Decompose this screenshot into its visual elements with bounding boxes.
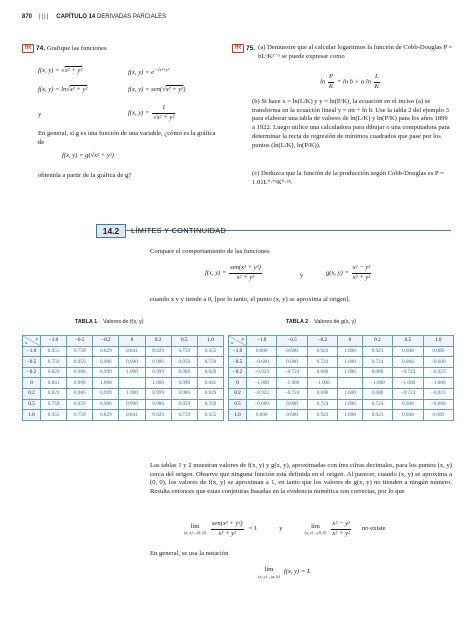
table1-cell: 0.959: [67, 357, 93, 368]
lim2-word: lím: [311, 522, 320, 530]
table2-cell: [338, 378, 363, 389]
page-number: 870: [22, 14, 33, 20]
table1-label: TABLA 1: [75, 319, 98, 325]
table2-col-header: 0.5: [393, 336, 423, 347]
notation-text: En general, se usa la notación: [150, 550, 229, 557]
table2-cell: 0.000: [307, 388, 337, 399]
table1-cell: 0.455: [41, 410, 67, 421]
table1-caption: [75, 319, 144, 326]
table1-row-header: 1.0: [23, 410, 41, 421]
table2-cell: 0.000: [247, 410, 277, 421]
calculator-icon: fR: [232, 44, 244, 53]
table2-row-header: −0.2: [229, 367, 247, 378]
table2-row: [229, 378, 454, 389]
table2-cell: −0.600: [423, 357, 453, 368]
ex74-closing: obtenida a partir de la gráfica de g?: [38, 172, 132, 179]
table2-row-header: −1.0: [229, 346, 247, 357]
table2-cell: 1.000: [338, 367, 363, 378]
table2-cell: 0.724: [362, 399, 392, 410]
table1-cell: 1.000: [119, 367, 145, 378]
table1-cell: 0.986: [171, 367, 197, 378]
table1-cell: 0.986: [93, 399, 119, 410]
table1-col-header: 0: [119, 336, 145, 347]
ex74-f6: f(x, y) = g(√x² + y²): [62, 152, 114, 159]
table1-cell: 0.829: [41, 367, 67, 378]
table1-row: [23, 378, 224, 389]
table1-cell: 0.986: [171, 388, 197, 399]
limit-notation: [258, 566, 311, 579]
table2-cell: −0.600: [423, 399, 453, 410]
table2-cell: −1.000: [307, 378, 337, 389]
table2-cell: 0.923: [307, 346, 337, 357]
table1-cell: 0.986: [93, 357, 119, 368]
table2-cell: −0.923: [423, 388, 453, 399]
table1-cell: 0.759: [197, 399, 223, 410]
table2-cell: 0.600: [393, 410, 423, 421]
table2-row: [229, 388, 454, 399]
table1-col-header: −1.0: [41, 336, 67, 347]
table1-cell: 0.986: [67, 367, 93, 378]
table1-corner: [23, 336, 41, 347]
table1-corner-x: x: [25, 339, 28, 345]
ex74-f3: f(x, y) = ln√x² + y²: [38, 86, 88, 93]
table2-cell: 1.000: [338, 388, 363, 399]
lim2-sub: (x, y)→(0, 0): [304, 530, 327, 536]
table2-cell: 1.000: [338, 410, 363, 421]
table1-cell: 0.959: [67, 399, 93, 410]
table1-cell: [119, 378, 145, 389]
limits-row: [184, 520, 386, 538]
lim1-den: x² + y²: [218, 529, 236, 537]
ex74-y-word: y: [38, 111, 42, 118]
table1-cell: 0.986: [145, 357, 171, 368]
table2-cell: 0.600: [393, 346, 423, 357]
ex74-f5-den: √x² + y²: [153, 113, 175, 121]
table1-row-header: 0: [23, 378, 41, 389]
table2-cell: 0.000: [307, 367, 337, 378]
table1-cell: 0.959: [171, 399, 197, 410]
ex75-a-equation: ln $\frac{P}{K}$ = ln b + α ln $\frac{L}{K}$: [320, 73, 380, 90]
table1-cell: 0.999: [93, 367, 119, 378]
ex74-f1: f(x, y) = √x² + y²: [38, 67, 83, 74]
table1-row-header: −0.5: [23, 357, 41, 368]
ex75-b-text: (b) Si hace x = ln(L/K) y y = ln(P/K), la ecuación en el inciso (a) se transforma en la ecuación lineal y = αx + ln b. Use la tabla 2 del ejemplo 3 para elaborar una tabla de valores de ln(L/K) y ln(P/K) para los años 1899 a 1922. Luego utilice una calculadora para dibujar o una computadora para determinar la recta de regresión de mínimos cuadrados que pase por los puntos (ln(L/K), ln(P/K)).: [252, 98, 450, 149]
table2-cell: 0.000: [393, 357, 423, 368]
ex75-c-text: (c) Deduzca que la función de la producción según Cobb-Douglas es P = 1.01L⁰·⁷⁵K⁰·²⁵.: [252, 170, 444, 186]
table1-row-header: 0.2: [23, 388, 41, 399]
table1-cell: 0.759: [67, 346, 93, 357]
exercise-74-intro: Grafique las funciones: [46, 45, 107, 53]
table2-row-header: 1.0: [229, 410, 247, 421]
table2-cell: 0.000: [247, 346, 277, 357]
exercise-74: [22, 44, 222, 54]
table1-corner-y: y: [35, 336, 38, 341]
table2-cell: 1.000: [338, 399, 363, 410]
table2-cell: 0.600: [277, 346, 307, 357]
table1-col-header: −0.2: [93, 336, 119, 347]
table1-cell: 0.990: [67, 378, 93, 389]
table1-row: [23, 388, 224, 399]
page-header: [22, 14, 166, 22]
table1-cell: 0.759: [171, 410, 197, 421]
table1-cell: 0.841: [119, 410, 145, 421]
table2-title: Valores de g(x, y): [314, 319, 357, 325]
table1-cell: 0.990: [171, 378, 197, 389]
table2-col-header: 0: [338, 336, 363, 347]
table2-cell: −0.600: [247, 399, 277, 410]
table1-cell: 1.000: [119, 388, 145, 399]
table2-cell: 0.923: [307, 410, 337, 421]
table2-cell: 0.000: [423, 410, 453, 421]
table1-cell: 1.000: [93, 378, 119, 389]
table1-col-header: 0.2: [145, 336, 171, 347]
table2-row-header: 0.2: [229, 388, 247, 399]
table1-cell: 0.986: [145, 399, 171, 410]
table2-cell: 0.000: [362, 367, 392, 378]
table1-cell: 0.999: [145, 388, 171, 399]
table2-cell: 0.724: [307, 399, 337, 410]
table1-row: [23, 367, 224, 378]
lim1-word: lím: [190, 522, 200, 530]
table2-cell: −0.923: [247, 388, 277, 399]
table2-cell: 0.000: [423, 346, 453, 357]
table2-col-header: −0.2: [307, 336, 337, 347]
table2-col-header: 0.2: [362, 336, 392, 347]
table1-cell: 0.455: [41, 346, 67, 357]
lim-and: y: [279, 524, 283, 532]
chapter-label: CAPÍTULO 14: [56, 14, 96, 20]
table2-cell: −1.000: [362, 378, 392, 389]
table2: [228, 335, 454, 421]
table2-cell: 0.923: [362, 410, 392, 421]
table2-row: [229, 399, 454, 410]
table1-cell: 0.841: [119, 346, 145, 357]
exercise-75-number: 75.: [246, 45, 256, 53]
chapter-heading: [56, 14, 166, 22]
chapter-title: DERIVADAS PARCIALES: [96, 14, 167, 20]
table2-caption: [286, 319, 356, 326]
table1-row-header: −0.2: [23, 367, 41, 378]
table2-corner: [229, 336, 247, 347]
table1-col-header: 1.0: [197, 336, 223, 347]
table2-row: [229, 357, 454, 368]
table2-cell: 1.000: [338, 346, 363, 357]
table2-col-header: −1.0: [247, 336, 277, 347]
table1-cell: 0.990: [119, 399, 145, 410]
table2-cell: −0.923: [247, 367, 277, 378]
table2-corner-x: x: [231, 339, 234, 345]
table1-cell: 0.999: [145, 367, 171, 378]
f-definition: f(x, y) = $\frac{\text{sen(x² + y²)}}{\text{x² + y²}}$: [205, 264, 261, 281]
table1-cell: 0.759: [171, 346, 197, 357]
table1-cell: 0.990: [119, 357, 145, 368]
table2-cell: −1.000: [423, 378, 453, 389]
lim3-word: lím: [264, 566, 274, 573]
table1-col-header: −0.5: [67, 336, 93, 347]
table1-cell: 0.841: [41, 378, 67, 389]
lim2-num: x² − y²: [331, 520, 351, 530]
table1-cell: 0.829: [41, 388, 67, 399]
table1-cell: 0.829: [93, 346, 119, 357]
exercise-74-number: 74.: [36, 45, 46, 53]
table2-cell: 0.600: [277, 410, 307, 421]
table1-cell: 0.829: [145, 346, 171, 357]
lim2-den: x² + y²: [332, 529, 350, 537]
table1-col-header: 0.5: [171, 336, 197, 347]
lim3-expr: f(x, y) = L: [283, 568, 311, 576]
g-definition: g(x, y) = $\frac{\text{x² − y²}}{\text{x² + y²}}$: [326, 264, 371, 281]
table1-cell: 0.959: [171, 357, 197, 368]
lim1-num: sen(x² + y²): [211, 520, 244, 530]
table1-cell: 0.829: [197, 388, 223, 399]
exercise-75: [232, 44, 454, 61]
table2-cell: −0.600: [247, 357, 277, 368]
table2-cell: −0.724: [277, 367, 307, 378]
ex74-f5-lhs: f(x, y) =: [128, 109, 150, 117]
table2-cell: −0.724: [277, 388, 307, 399]
table1-cell: 0.829: [93, 410, 119, 421]
table1-row: [23, 357, 224, 368]
intro-text: Compare el comportamiento de las funciones: [150, 248, 270, 255]
table1-cell: 0.759: [67, 410, 93, 421]
ex74-f4: f(x, y) = sen(√x² + y²): [128, 86, 186, 93]
table1-row-header: −1.0: [23, 346, 41, 357]
ex74-f5-num: 1: [152, 104, 175, 114]
ex74-general: En general, si g es una función de una variable, ¿cómo es la gráfica de: [38, 130, 216, 146]
table2-cell: 1.000: [338, 357, 363, 368]
table1-cell: 0.841: [197, 378, 223, 389]
section-number: 14.2: [96, 224, 126, 238]
table2-cell: −1.000: [277, 378, 307, 389]
ex74-f5-fraction: [152, 104, 175, 122]
table2-cell: −0.724: [393, 367, 423, 378]
table1-cell: 0.455: [197, 346, 223, 357]
table1-cell: 0.759: [41, 357, 67, 368]
table1-cell: 0.829: [197, 367, 223, 378]
lim1-sub: (x, y)→(0, 0): [184, 530, 206, 536]
table2-row: [229, 367, 454, 378]
table2-col-header: −0.5: [277, 336, 307, 347]
table2-row: [229, 410, 454, 421]
lim2-value: no existe: [361, 524, 386, 532]
table2-row-header: 0: [229, 378, 247, 389]
table1-cell: 0.759: [197, 357, 223, 368]
table2-cell: 0.000: [277, 357, 307, 368]
table2-label: TABLA 2: [286, 319, 309, 325]
table2-cell: −1.000: [247, 378, 277, 389]
table1-title: Valores de f(x, y): [103, 319, 144, 325]
calculator-icon: fR: [22, 44, 34, 53]
table1-cell: 0.759: [41, 399, 67, 410]
table1-cell: 1.000: [145, 378, 171, 389]
table1-cell: 0.986: [67, 388, 93, 399]
table2-cell: −0.923: [423, 367, 453, 378]
table2-cell: −0.724: [393, 388, 423, 399]
table2-cell: 0.724: [307, 357, 337, 368]
table1-cell: 0.999: [93, 388, 119, 399]
table2-cell: 0.724: [362, 357, 392, 368]
approach-text: cuando x y y tiende a 0, [por lo tanto, el punto (x, y) se aproxima al origen].: [150, 296, 351, 303]
table2-cell: 0.000: [362, 388, 392, 399]
table1: [22, 335, 224, 421]
table2-cell: 0.923: [362, 346, 392, 357]
table2-col-header: 1.0: [423, 336, 453, 347]
ex75-a-text: (a) Demuestre que al calcular logaritmos la función de Cobb-Douglas P = bLᵅK¹⁻ᵅ se puede expresar como: [258, 44, 453, 60]
table2-row-header: −0.5: [229, 357, 247, 368]
section-title: LÍMITES Y CONTINUIDAD: [131, 226, 227, 235]
table2-cell: −1.000: [393, 378, 423, 389]
and-word: y: [300, 272, 304, 279]
header-bars: ||||: [39, 14, 50, 20]
table1-cell: 0.455: [197, 410, 223, 421]
table1-row: [23, 410, 224, 421]
table1-cell: 0.829: [145, 410, 171, 421]
table1-row-header: 0.5: [23, 399, 41, 410]
explanation-paragraph: Las tablas 1 y 2 muestran valores de f(x, y) y g(x, y), aproximadas con tres cifras decimales, para los puntos (x, y) cerca del origen. Observe que ninguna función está definida en el origen. Al parecer, cuando (x, y) se aproxima a (0, 0), los valores de f(x, y) se aproximan a 1, en tanto que los valores de g(x, y) no tienden a ningún número. Resulta entonces que estas conjeturas basadas en la evidencia numérica son correctas, por lo que: [150, 462, 452, 496]
table1-row: [23, 399, 224, 410]
ex74-f5: [128, 104, 176, 122]
table2-row-header: 0.5: [229, 399, 247, 410]
lim3-sub: (x, y)→(a, b): [258, 573, 280, 579]
lim1-value: = 1: [248, 524, 258, 532]
table2-row: [229, 346, 454, 357]
table1-row: [23, 346, 224, 357]
ex74-f2: f(x, $y) = e^{-√x^2+y^2}$: [128, 67, 170, 77]
table2-cell: 0.000: [393, 399, 423, 410]
table2-cell: 0.000: [277, 399, 307, 410]
table2-corner-y: y: [241, 336, 244, 341]
